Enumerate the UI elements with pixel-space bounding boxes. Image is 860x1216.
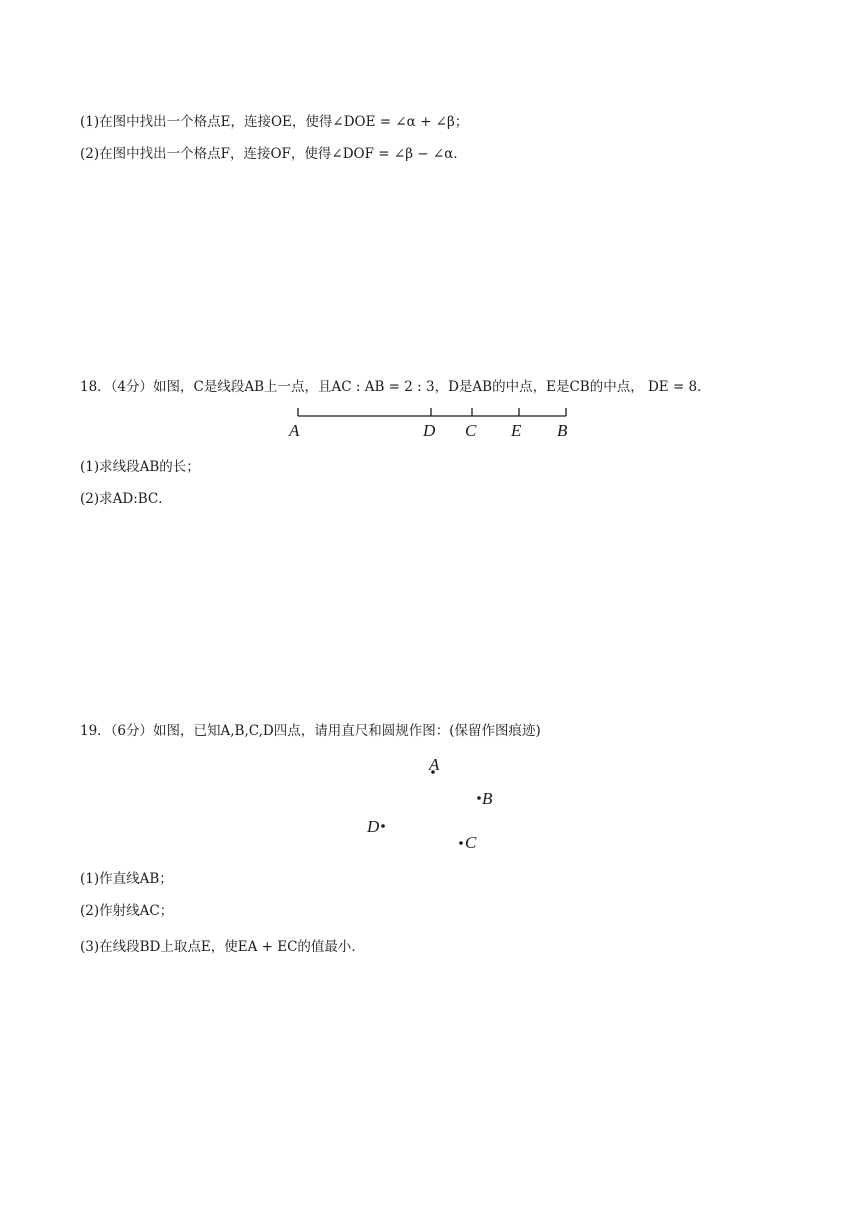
q17-part2: (2)在图中找出一个格点F，连接OF，使得∠DOF = ∠β − ∠α．	[80, 146, 467, 162]
label-d: D	[423, 421, 436, 440]
point-d	[381, 824, 385, 828]
q19-part3: (3)在线段BD上取点E，使EA + EC的值最小．	[80, 939, 365, 955]
q18-part2: (2)求AD:BC．	[80, 491, 172, 507]
label-point-a: A	[429, 755, 440, 774]
q17-part1: (1)在图中找出一个格点E，连接OE，使得∠DOE = ∠α + ∠β；	[80, 114, 469, 130]
label-b: B	[557, 421, 568, 440]
label-point-c: C	[465, 833, 477, 852]
point-c	[459, 841, 463, 845]
q18-stem: 18．（4分）如图，C是线段AB上一点，且AC : AB = 2 : 3，D是AB的中点，E是CB的中点， DE = 8．	[80, 379, 711, 395]
q18-part1: (1)求线段AB的长；	[80, 459, 200, 475]
label-c: C	[465, 421, 477, 440]
label-a: A	[289, 421, 300, 440]
point-b	[477, 796, 481, 800]
q19-stem: 19．（6分）如图，已知A,B,C,D四点，请用直尺和圆规作图：(保留作图痕迹)	[80, 723, 541, 739]
label-point-b: B	[482, 789, 493, 808]
label-point-d: D	[367, 817, 380, 836]
label-e: E	[511, 421, 522, 440]
q19-part1: (1)作直线AB；	[80, 871, 173, 887]
q19-part2: (2)作射线AC；	[80, 903, 174, 919]
